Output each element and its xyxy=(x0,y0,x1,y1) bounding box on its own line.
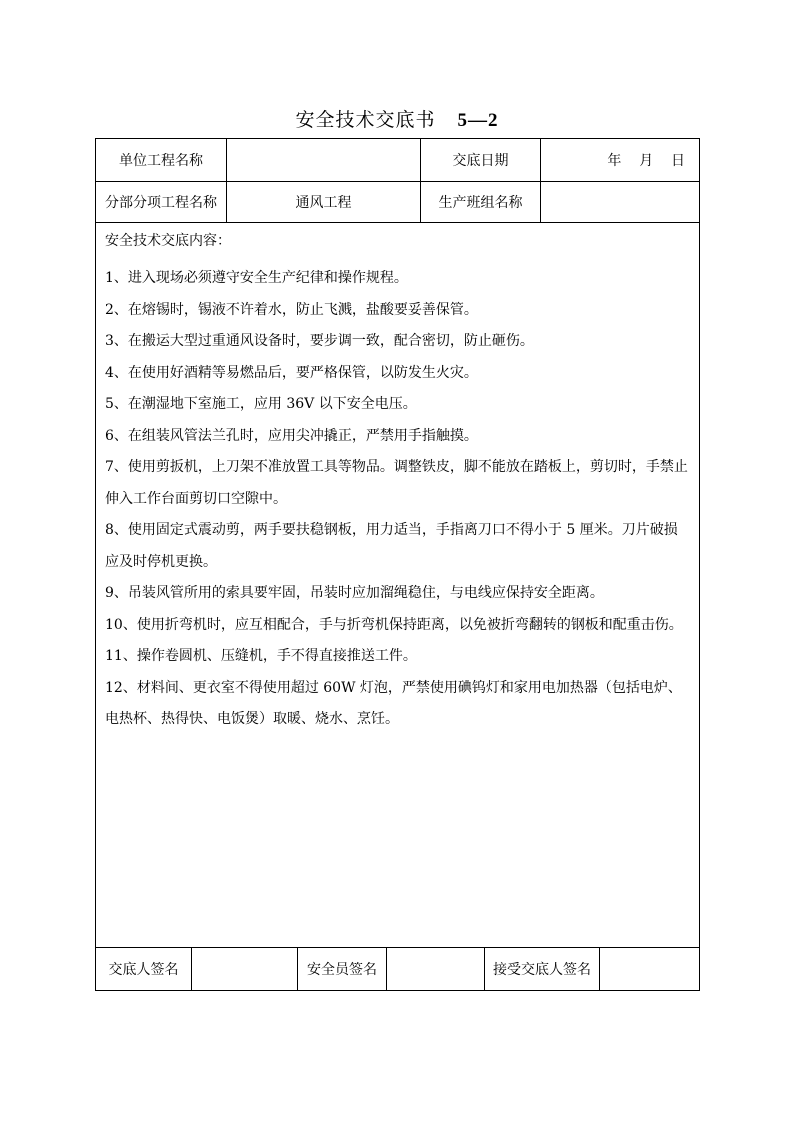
title-text: 安全技术交底书 xyxy=(295,109,436,131)
disclosure-form xyxy=(95,138,700,991)
sub-project-label: 分部分项工程名称 xyxy=(96,182,227,222)
header-row-2 xyxy=(96,182,699,223)
content-item: 2、在熔锡时，锡液不许着水，防止飞溅，盐酸要妥善保管。 xyxy=(105,301,478,318)
unit-name-label: 单位工程名称 xyxy=(96,139,227,181)
content-item: 7、使用剪扳机，上刀架不准放置工具等物品。调整铁皮，脚不能放在踏板上，剪切时，手禁止伸入工作台面剪切口空隙中。 xyxy=(105,459,688,507)
content-item: 3、在搬运大型过重通风设备时，要步调一致，配合密切，防止砸伤。 xyxy=(105,333,534,349)
content-item: 6、在组装风管法兰孔时，应用尖冲撬正，严禁用手指触摸。 xyxy=(105,427,478,444)
date-field[interactable]: 年 月 日 xyxy=(607,153,685,169)
signature-row xyxy=(96,948,699,990)
team-field[interactable] xyxy=(541,182,699,222)
content-item: 11、操作卷圆机、压缝机，手不得直接推送工件。 xyxy=(105,648,417,664)
receiver-label: 接受交底人签名 xyxy=(485,948,600,990)
sub-project-field[interactable]: 通风工程 xyxy=(227,182,421,222)
disclosure-content xyxy=(96,223,699,948)
date-label: 交底日期 xyxy=(421,139,541,181)
receiver-signature-field[interactable] xyxy=(600,948,699,990)
discloser-label: 交底人签名 xyxy=(96,948,192,990)
content-heading: 安全技术交底内容： xyxy=(105,233,231,249)
unit-name-field[interactable] xyxy=(227,139,421,181)
content-item: 5、在潮湿地下室施工，应用 36V 以下安全电压。 xyxy=(105,396,417,412)
content-item: 9、吊装风管所用的索具要牢固，吊装时应加溜绳稳住，与电线应保持安全距离。 xyxy=(105,585,604,601)
content-item: 8、使用固定式震动剪，两手要扶稳钢板，用力适当，手指离刀口不得小于 5 厘米。刀片破损应及时停机更换。 xyxy=(105,522,678,570)
team-label: 生产班组名称 xyxy=(421,182,541,222)
content-item: 12、材料间、更衣室不得使用超过 60W 灯泡，严禁使用碘钨灯和家用电加热器（包括电炉、电热杯、热得快、电饭煲）取暖、烧水、烹饪。 xyxy=(105,679,682,727)
content-item: 1、进入现场必须遵守安全生产纪律和操作规程。 xyxy=(105,270,408,286)
discloser-signature-field[interactable] xyxy=(192,948,298,990)
safety-officer-signature-field[interactable] xyxy=(387,948,485,990)
content-item: 4、在使用好酒精等易燃品后，要严格保管，以防发生火灾。 xyxy=(105,364,478,381)
header-row-1 xyxy=(96,139,699,182)
document-title xyxy=(0,105,794,132)
title-code: 5—2 xyxy=(457,110,499,131)
content-item: 10、使用折弯机时，应互相配合，手与折弯机保持距离，以免被折弯翻转的钢板和配重击伤。 xyxy=(105,616,683,633)
safety-officer-label: 安全员签名 xyxy=(298,948,387,990)
